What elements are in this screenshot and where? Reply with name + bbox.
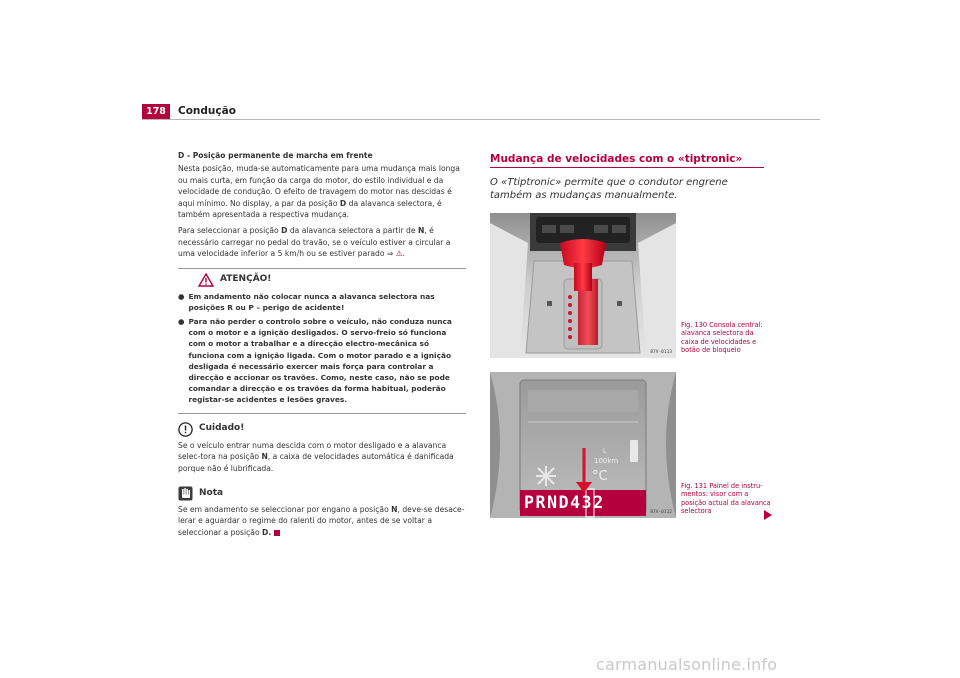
para1-tail: da alavanca selectora, é também apresentada a respectiva mudança. [178,198,442,220]
section-title-tiptronic: Mudança de velocidades com o «tiptronic» [490,153,743,165]
warning-item-text: Em andamento não colocar nunca a alavanca selectora nas posições R ou P – perigo de acidente! [188,291,435,312]
left-column [178,150,466,543]
warning-box [178,268,466,414]
warning-item-text: Para não perder o controlo sobre o veículo, não conduza nunca com o motor e a ignição desligados. O servo-freio só funciona com o motor a trabalhar e a direcção electro-mecânica só funciona com a ignição ligada. Com o motor parado e a ignição desligada é necessário exercer mais força para controlar a direcção e accionar os travões. Como, neste caso, não se pode comandar a direcção e os travões da forma habitual, poderão registar-se acidentes e lesões graves. [188,317,452,405]
note-text [178,504,466,538]
page-header-title: Condução [178,105,236,117]
figure-caption-131: Fig. 131 Painel de instru-mentos: visor com a posição actual da alavanca selectora [681,482,771,516]
watermark: carmanualsonline.info [596,655,778,674]
caution-text-bold: N [261,452,268,462]
exclamation-circle-icon [178,422,193,437]
figure-center-console [490,213,676,358]
para2-b: da alavanca selectora a partir de [289,226,416,236]
para2-c: , é necessário carregar no pedal do travão, se o veículo estiver a circular a uma velocidade inferior a 5 km/h ou se estiver parado ⇒ [178,226,451,259]
consumption-unit-km: 100km [594,457,619,465]
figure-code: B7V-0113 [650,350,672,355]
warning-item [178,291,466,313]
figure-instrument-panel [490,372,676,518]
hand-note-icon [178,486,193,501]
end-of-section-marker [274,530,280,536]
caution-heading [178,422,466,437]
note-text-bold2: D. [262,527,272,537]
caution-title: Cuidado! [199,423,245,434]
note-text-b: , deve-se desace-lerar e aguardar o regime do ralenti do motor, antes de se voltar a seleccionar a posição [178,504,465,537]
note-text-bold1: N [391,504,398,514]
note-text-a: Se em andamento se seleccionar por engano a posição [178,504,389,514]
paragraph-select-d: Para seleccionar a posição D da alavanca selectora a partir de N, é necessário carregar no pedal do travão, se o veículo estiver a circular a uma velocidade inferior a 5 km/h ou se estiver parado ⇒ ⚠. [178,226,451,259]
page-number: 178 [142,104,170,119]
para1-text: Nesta posição, muda-se automaticamente para uma mudança mais longa ou mais curta, em função da carga do motor, do estilo individual e da velocidade de condução. O efeito de travagem do motor nas descidas é aqui mínimo. No display, a par da posição [178,164,460,208]
bullet-icon: ● [178,291,185,301]
section-intro: O «Ttiptronic» permite que o condutor engrene também as mudanças manualmente. [490,177,728,201]
paragraph-d-position [178,163,466,220]
warning-title: ATENÇÃO! [220,273,272,284]
caution-text-a: Se o veículo entrar numa descida com o motor desligado e a alavanca selec-tora na posição [178,440,447,462]
figure-code: B7V-0112 [650,510,672,515]
section-divider [490,167,764,168]
para2-a: Para seleccionar a posição [178,226,279,236]
note-title: Nota [199,487,224,498]
consumption-unit-l: L [603,448,607,455]
gear-position-display: PRND432 [524,493,605,512]
warning-heading [198,273,466,287]
para2-b1: D [281,226,288,236]
subheading-d-position: D - Posição permanente de marcha em frente [178,151,373,160]
warning-item [178,316,466,406]
caution-text-b: , a caixa de velocidades automática é danificada porque não é lubrificada. [178,452,454,473]
note-heading [178,486,466,501]
para1-bold: D [339,198,347,208]
warning-triangle-icon: ⚠ [395,249,403,259]
bullet-icon: ● [178,317,185,327]
header-divider [142,119,820,120]
temperature-unit: °C [592,469,608,484]
warning-triangle-icon [198,273,214,287]
caution-text [178,440,466,474]
gear-selector-illustration [490,213,676,358]
continue-arrow-icon [764,510,772,520]
figure-caption-130: Fig. 130 Consola central: alavanca selectora da caixa de velocidades e botão de bloqueio [681,321,763,355]
para2-b2: N [417,226,425,236]
